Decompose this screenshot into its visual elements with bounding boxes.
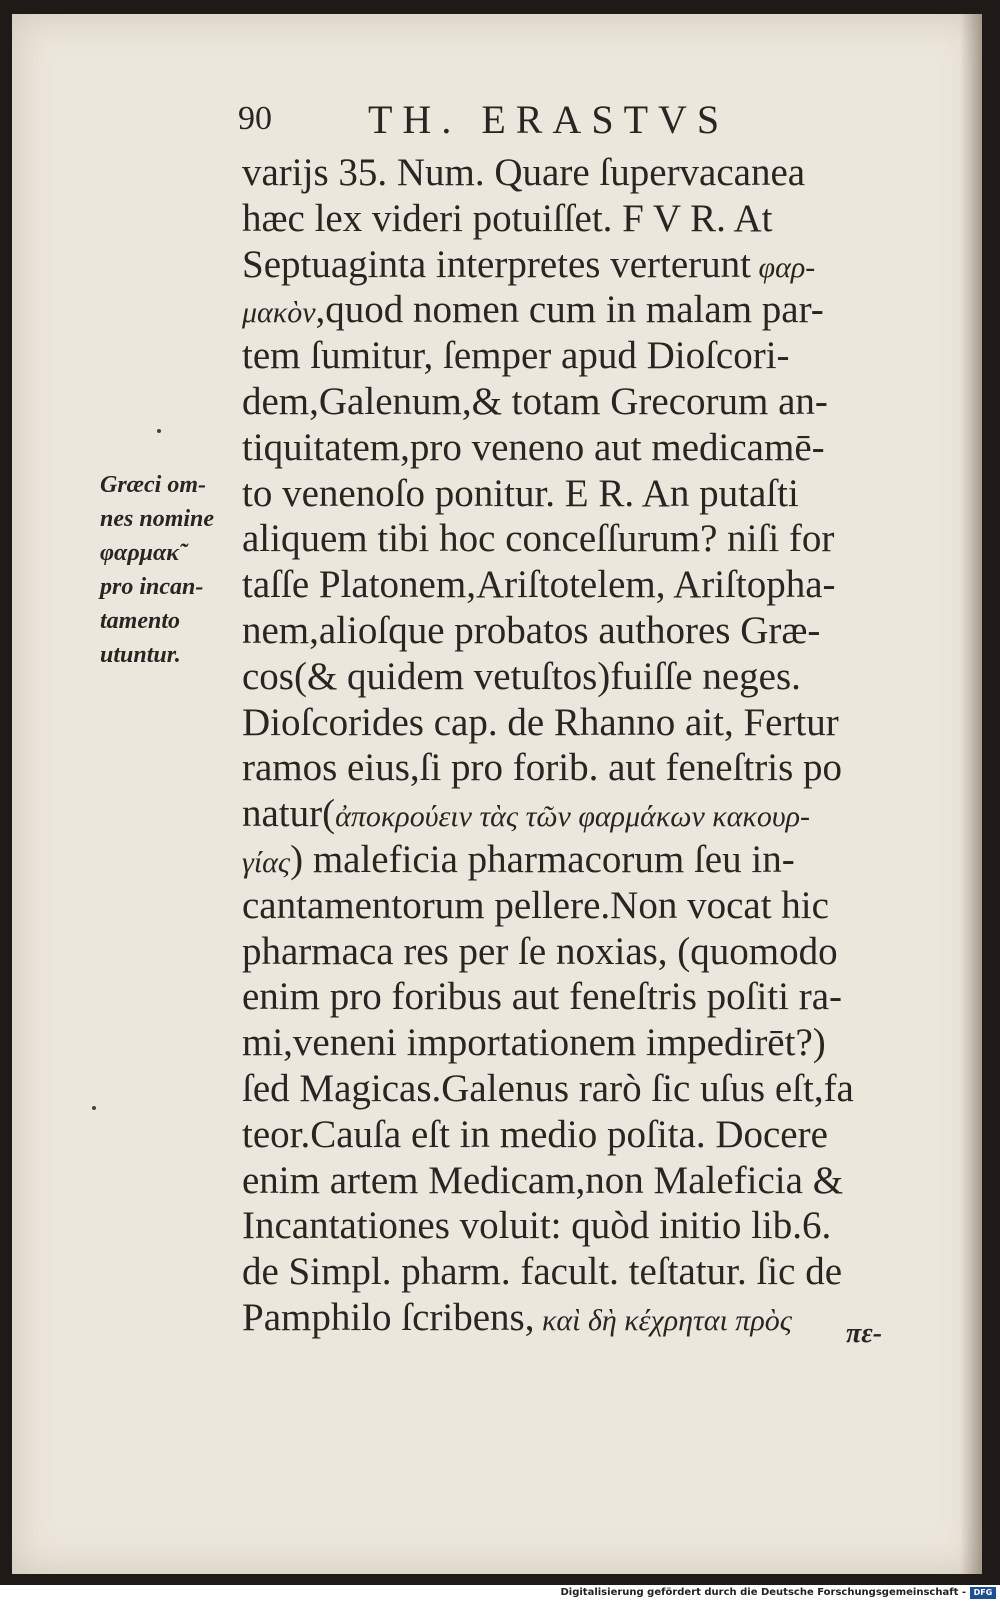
body-line	[242, 516, 907, 562]
latin-text: nem,alioſque probatos authores Græ-	[242, 608, 821, 652]
latin-text: enim artem Medicam,non Maleficia &	[242, 1158, 844, 1202]
latin-text: Incantationes voluit: quòd initio lib.6.	[242, 1204, 832, 1248]
body-line	[242, 1203, 907, 1249]
margin-note	[100, 468, 240, 672]
body-line	[242, 1066, 907, 1112]
latin-text: taſſe Platonem,Ariſtotelem, Ariſtopha-	[242, 563, 836, 607]
running-head: TH. ERASTVS	[368, 97, 730, 142]
latin-text: tem ſumitur, ſemper apud Dioſcori-	[242, 334, 790, 378]
margin-note-line: φαρμακ̃	[100, 540, 180, 566]
latin-text: enim pro foribus aut feneſtris poſiti ra-	[242, 975, 843, 1019]
body-line	[242, 471, 907, 517]
latin-text: ſed Magicas.Galenus rarò ſic uſus eſt,fa	[242, 1066, 854, 1110]
latin-text: Septuaginta interpretes verterunt	[242, 242, 751, 286]
page-number: 90	[238, 100, 272, 137]
margin-note-line: utuntur.	[100, 642, 181, 668]
body-line	[242, 1112, 907, 1158]
body-line	[242, 654, 907, 700]
body-line	[242, 287, 907, 333]
footer-bar	[0, 1585, 1000, 1601]
dfg-logo: DFG	[970, 1587, 996, 1599]
body-line	[242, 883, 907, 929]
ink-speck	[92, 1106, 96, 1110]
body-line	[242, 608, 907, 654]
latin-text: ) maleficia pharmacorum ſeu in-	[290, 837, 795, 881]
body-line	[242, 242, 907, 288]
latin-text: cantamentorum pellere.Non vocat hic	[242, 883, 829, 927]
latin-text: ramos eius,ſi pro forib. aut feneſtris po	[242, 746, 843, 790]
margin-note-line: Græci om-	[100, 472, 206, 498]
latin-text: Pamphilo ſcribens,	[242, 1295, 535, 1339]
greek-text: καὶ δὴ κέχρηται πρὸς	[534, 1303, 792, 1337]
body-line	[242, 929, 907, 975]
greek-text: φαρ-	[750, 250, 816, 284]
latin-text: ,quod nomen cum in malam par-	[315, 288, 824, 332]
body-line	[242, 425, 907, 471]
margin-note-line: pro incan-	[100, 574, 204, 600]
latin-text: de Simpl. pharm. facult. teſtatur. ſic de	[242, 1250, 843, 1294]
latin-text: pharmaca res per ſe noxias, (quomodo	[242, 929, 838, 973]
margin-note-line: tamento	[100, 608, 181, 634]
latin-text: varijs 35. Num. Quare ſupervacanea	[242, 151, 806, 194]
body-line	[242, 700, 907, 746]
body-line	[242, 562, 907, 608]
latin-text: mi,veneni importationem impedirēt?)	[242, 1021, 826, 1065]
latin-text: to venenoſo ponitur. E R. An putaſti	[242, 471, 799, 515]
latin-text: tiquitatem,pro veneno aut medicamē-	[242, 425, 825, 469]
page-header	[238, 96, 798, 146]
latin-text: teor.Cauſa eſt in medio poſita. Docere	[242, 1112, 828, 1156]
body-line	[242, 791, 907, 837]
catchword: πε-	[846, 1318, 883, 1349]
body-line	[242, 333, 907, 379]
greek-text: γίας	[242, 845, 291, 879]
body-line	[242, 1158, 907, 1204]
latin-text: aliquem tibi hoc conceſſurum? niſi for	[242, 517, 835, 561]
latin-text: hæc lex videri potuiſſet. F V R. At	[242, 196, 773, 240]
latin-text: Dioſcorides cap. de Rhanno ait, Fertur	[242, 700, 839, 744]
body-line	[242, 974, 907, 1020]
greek-text: μακὸν	[242, 296, 316, 330]
ink-speck	[157, 429, 161, 433]
body-text	[242, 150, 907, 1341]
latin-text: natur(	[242, 792, 336, 836]
body-line	[242, 1249, 907, 1295]
body-line	[242, 150, 907, 196]
body-line	[242, 837, 907, 883]
greek-text: ἀποκρούειν τὰς τῶν φαρμάκων κακουρ-	[335, 800, 810, 834]
body-line	[242, 196, 907, 242]
body-line	[242, 379, 907, 425]
body-line	[242, 1020, 907, 1066]
body-line	[242, 745, 907, 791]
margin-note-line: nes nomine	[100, 506, 215, 532]
body-line	[242, 1295, 907, 1341]
latin-text: dem,Galenum,& totam Grecorum an-	[242, 379, 828, 423]
digitization-credit: Digitalisierung gefördert durch die Deutsche Forschungsgemeinschaft -	[560, 1587, 966, 1598]
latin-text: cos(& quidem vetuſtos)fuiſſe neges.	[242, 654, 801, 698]
